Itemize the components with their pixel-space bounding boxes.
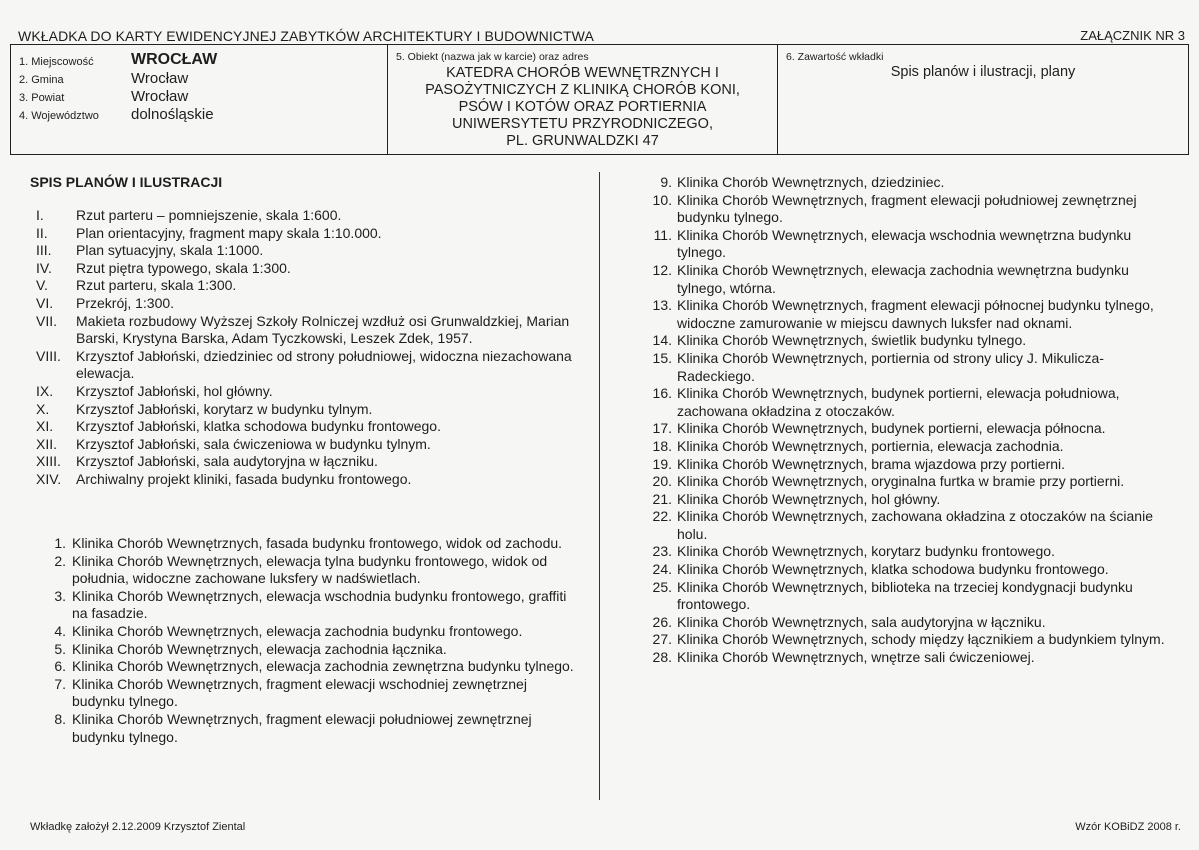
- column-divider: [599, 172, 600, 800]
- list-item: [640, 438, 1170, 456]
- item-text: Plan sytuacyjny, skala 1:1000.: [76, 242, 264, 259]
- county-value: Wrocław: [131, 88, 189, 105]
- list-item: [640, 473, 1170, 491]
- form-title: WKŁADKA DO KARTY EWIDENCYJNEJ ZABYTKÓW ARCHITEKTURY I BUDOWNICTWA: [18, 28, 594, 44]
- contents-cell: [778, 45, 1188, 154]
- footer-template: Wzór KOBiDZ 2008 r.: [1075, 821, 1181, 833]
- item-number: 25.: [652, 578, 672, 595]
- list-item: [36, 242, 581, 260]
- list-item: [640, 262, 1170, 297]
- list-item: [640, 508, 1170, 543]
- item-text: Rzut piętra typowego, skala 1:300.: [76, 259, 291, 276]
- list-item: [36, 383, 581, 401]
- location-cell: [11, 45, 388, 154]
- item-text: Klinika Chorób Wewnętrznych, elewacja wschodnia budynku frontowego, graffiti na fasadzie.: [72, 587, 567, 622]
- voivodeship-label: 4. Województwo: [19, 110, 99, 122]
- commune-value: Wrocław: [131, 70, 189, 87]
- illustration-list-right: [640, 174, 1170, 667]
- item-number: 17.: [652, 420, 672, 437]
- item-text: Klinika Chorób Wewnętrznych, fragment elewacji wschodniej zewnętrznej budynku tylnego.: [72, 675, 527, 710]
- item-number: XII.: [36, 435, 58, 452]
- locality-label: 1. Miejscowość: [19, 56, 94, 68]
- item-text: Klinika Chorób Wewnętrznych, oryginalna furtka w bramie przy portierni.: [677, 473, 1125, 490]
- list-item: [640, 350, 1170, 385]
- list-item: [36, 260, 581, 278]
- item-number: 14.: [652, 332, 672, 349]
- item-text: Klinika Chorób Wewnętrznych, elewacja zachodnia zewnętrzna budynku tylnego.: [72, 658, 574, 675]
- item-text: Klinika Chorób Wewnętrznych, fasada budynku frontowego, widok od zachodu.: [72, 535, 563, 551]
- list-item: [36, 277, 581, 295]
- item-number: 28.: [652, 649, 672, 666]
- list-item: [36, 418, 581, 436]
- item-number: XIV.: [36, 470, 62, 487]
- contents-value: Spis planów i ilustracji, plany: [890, 64, 1076, 80]
- list-item: [36, 453, 581, 471]
- list-item: [36, 436, 581, 454]
- item-text: Klinika Chorób Wewnętrznych, świetlik budynku tylnego.: [677, 332, 1027, 349]
- item-text: Rzut parteru – pomniejszenie, skala 1:600.: [76, 207, 342, 223]
- item-text: Krzysztof Jabłoński, sala ćwiczeniowa w budynku tylnym.: [76, 435, 431, 452]
- item-text: Klinika Chorób Wewnętrznych, fragment elewacji południowej zewnętrznej budynku tylnego.: [677, 191, 1137, 226]
- item-number: 11.: [653, 226, 672, 243]
- item-text: Klinika Chorób Wewnętrznych, wnętrze sali ćwiczeniowej.: [677, 649, 1035, 666]
- item-number: 21.: [652, 490, 672, 507]
- item-text: Klinika Chorób Wewnętrznych, korytarz budynku frontowego.: [677, 543, 1055, 560]
- list-item: [640, 649, 1170, 667]
- object-line: PSÓW I KOTÓW ORAZ PORTIERNIA: [458, 99, 707, 115]
- item-number: 23.: [652, 543, 672, 560]
- object-line: UNIWERSYTETU PRZYRODNICZEGO,: [451, 116, 713, 132]
- item-number: VII.: [36, 312, 58, 329]
- object-name: [388, 65, 777, 150]
- list-item: [640, 579, 1170, 614]
- item-number: X.: [36, 400, 50, 417]
- item-number: 5.: [54, 640, 66, 657]
- item-text: Klinika Chorób Wewnętrznych, elewacja zachodnia łącznika.: [72, 640, 447, 657]
- item-text: Klinika Chorób Wewnętrznych, biblioteka na trzeciej kondygnacji budynku frontowego.: [677, 578, 1133, 613]
- list-item: [640, 561, 1170, 579]
- item-text: Przekrój, 1:300.: [76, 294, 175, 311]
- annex-label: ZAŁĄCZNIK NR 3: [1080, 28, 1185, 43]
- section-title: SPIS PLANÓW I ILUSTRACJI: [30, 174, 223, 190]
- item-text: Krzysztof Jabłoński, dziedziniec od strony południowej, widoczna niezachowana elewacja.: [76, 347, 572, 382]
- item-text: Klinika Chorób Wewnętrznych, elewacja zachodnia budynku frontowego.: [72, 622, 523, 639]
- item-text: Krzysztof Jabłoński, korytarz w budynku tylnym.: [76, 400, 373, 417]
- item-text: Klinika Chorób Wewnętrznych, portiernia, elewacja zachodnia.: [677, 437, 1064, 454]
- list-item: [640, 543, 1170, 561]
- list-item: [36, 295, 581, 313]
- list-item: [36, 553, 581, 588]
- item-number: 7.: [54, 675, 66, 692]
- object-caption: 5. Obiekt (nazwa jak w karcie) oraz adres: [396, 51, 589, 63]
- item-text: Klinika Chorób Wewnętrznych, fragment elewacji południowej zewnętrznej budynku tylnego.: [72, 710, 532, 745]
- item-number: 6.: [54, 658, 66, 675]
- list-item: [640, 297, 1170, 332]
- list-item: [36, 676, 581, 711]
- item-text: Klinika Chorób Wewnętrznych, schody między łącznikiem a budynkiem tylnym.: [677, 631, 1165, 648]
- list-item: [36, 588, 581, 623]
- item-text: Krzysztof Jabłoński, hol główny.: [76, 382, 273, 399]
- footer-author: Wkładkę założył 2.12.2009 Krzysztof Ziental: [30, 821, 246, 833]
- list-item: [640, 227, 1170, 262]
- item-text: Klinika Chorób Wewnętrznych, brama wjazdowa przy portierni.: [677, 455, 1066, 472]
- item-number: V.: [36, 277, 48, 294]
- item-number: 26.: [652, 613, 672, 630]
- list-item: [640, 332, 1170, 350]
- list-item: [36, 313, 581, 348]
- item-number: 12.: [652, 261, 672, 278]
- list-item: [640, 192, 1170, 227]
- item-number: XIII.: [36, 453, 61, 470]
- item-number: 24.: [652, 561, 672, 578]
- list-item: [36, 207, 581, 225]
- item-number: 13.: [652, 297, 672, 314]
- list-item: [640, 631, 1170, 649]
- commune-label: 2. Gmina: [19, 74, 64, 86]
- item-text: Klinika Chorób Wewnętrznych, sala audytoryjna w łączniku.: [677, 613, 1046, 630]
- item-number: 18.: [652, 437, 672, 454]
- contents-caption: 6. Zawartość wkładki: [786, 51, 884, 63]
- roman-list: [36, 207, 581, 489]
- voivodeship-value: dolnośląskie: [131, 106, 214, 123]
- item-text: Klinika Chorób Wewnętrznych, hol główny.: [677, 490, 941, 507]
- object-line: KATEDRA CHORÓB WEWNĘTRZNYCH I: [446, 65, 719, 81]
- item-number: VI.: [36, 294, 54, 311]
- item-number: III.: [36, 242, 52, 259]
- item-number: II.: [36, 224, 48, 241]
- item-text: Klinika Chorób Wewnętrznych, budynek portierni, elewacja południowa, zachowana okładzina z otoczaków.: [677, 385, 1120, 419]
- item-text: Klinika Chorób Wewnętrznych, zachowana okładzina z otoczaków na ścianie holu.: [677, 508, 1153, 542]
- list-item: [36, 535, 581, 553]
- object-cell: [388, 45, 778, 154]
- item-number: 2.: [54, 552, 66, 569]
- item-number: VIII.: [36, 347, 61, 364]
- item-text: Klinika Chorób Wewnętrznych, klatka schodowa budynku frontowego.: [677, 561, 1109, 578]
- county-label: 3. Powiat: [19, 92, 65, 104]
- item-number: IV.: [36, 259, 52, 276]
- item-number: 19.: [652, 455, 672, 472]
- item-text: Plan orientacyjny, fragment mapy skala 1:10.000.: [76, 224, 382, 241]
- list-item: [640, 420, 1170, 438]
- list-item: [36, 471, 581, 489]
- list-item: [640, 491, 1170, 509]
- item-number: 8.: [54, 710, 66, 727]
- list-item: [640, 174, 1170, 192]
- item-text: Klinika Chorób Wewnętrznych, dziedziniec.: [677, 174, 945, 190]
- list-item: [36, 401, 581, 419]
- item-number: I.: [36, 207, 44, 223]
- item-text: Krzysztof Jabłoński, klatka schodowa budynku frontowego.: [76, 418, 441, 435]
- item-text: Makieta rozbudowy Wyższej Szkoły Rolniczej wzdłuż osi Grunwaldzkiej, Marian Barski, Krystyna Barska, Adam Tyczkowski, Leszek Zdek, 1957.: [76, 312, 570, 347]
- item-text: Klinika Chorób Wewnętrznych, fragment elewacji północnej budynku tylnego, widoczne zamurowanie w miejscu dawnych luksfer nad oknami.: [677, 297, 1154, 331]
- item-number: 3.: [54, 587, 66, 604]
- item-text: Klinika Chorób Wewnętrznych, elewacja zachodnia wewnętrzna budynku tylnego, wtórna.: [677, 261, 1129, 296]
- header-box: [10, 44, 1189, 155]
- list-item: [36, 348, 581, 383]
- locality-value: WROCŁAW: [131, 51, 218, 68]
- item-text: Archiwalny projekt kliniki, fasada budynku frontowego.: [76, 470, 412, 487]
- item-number: 15.: [652, 349, 672, 366]
- item-text: Klinika Chorób Wewnętrznych, portiernia od strony ulicy J. Mikulicza-Radeckiego.: [677, 349, 1104, 384]
- item-number: 9.: [660, 174, 672, 190]
- item-text: Krzysztof Jabłoński, sala audytoryjna w łączniku.: [76, 453, 378, 470]
- item-number: XI.: [36, 418, 54, 435]
- item-number: IX.: [36, 382, 54, 399]
- list-item: [36, 711, 581, 746]
- item-number: 22.: [652, 508, 672, 525]
- item-number: 4.: [54, 622, 66, 639]
- list-item: [36, 623, 581, 641]
- item-number: 16.: [652, 385, 672, 402]
- item-number: 20.: [652, 473, 672, 490]
- item-text: Klinika Chorób Wewnętrznych, elewacja tylna budynku frontowego, widok od południa, widoczne zachowane luksfery w nadświetlach.: [72, 552, 548, 587]
- object-line: PASOŻYTNICZYCH Z KLINIKĄ CHORÓB KONI,: [425, 82, 740, 98]
- list-item: [640, 614, 1170, 632]
- illustration-list-left: [36, 535, 581, 746]
- item-text: Rzut parteru, skala 1:300.: [76, 277, 237, 294]
- item-number: 10.: [652, 191, 672, 208]
- list-item: [640, 385, 1170, 420]
- item-number: 1.: [54, 535, 66, 551]
- list-item: [36, 641, 581, 659]
- list-item: [640, 456, 1170, 474]
- list-item: [36, 225, 581, 243]
- item-text: Klinika Chorób Wewnętrznych, budynek portierni, elewacja północna.: [677, 420, 1106, 437]
- list-item: [36, 658, 581, 676]
- object-line: PL. GRUNWALDZKI 47: [506, 133, 659, 149]
- item-number: 27.: [652, 631, 672, 648]
- item-text: Klinika Chorób Wewnętrznych, elewacja wschodnia wewnętrzna budynku tylnego.: [677, 226, 1132, 261]
